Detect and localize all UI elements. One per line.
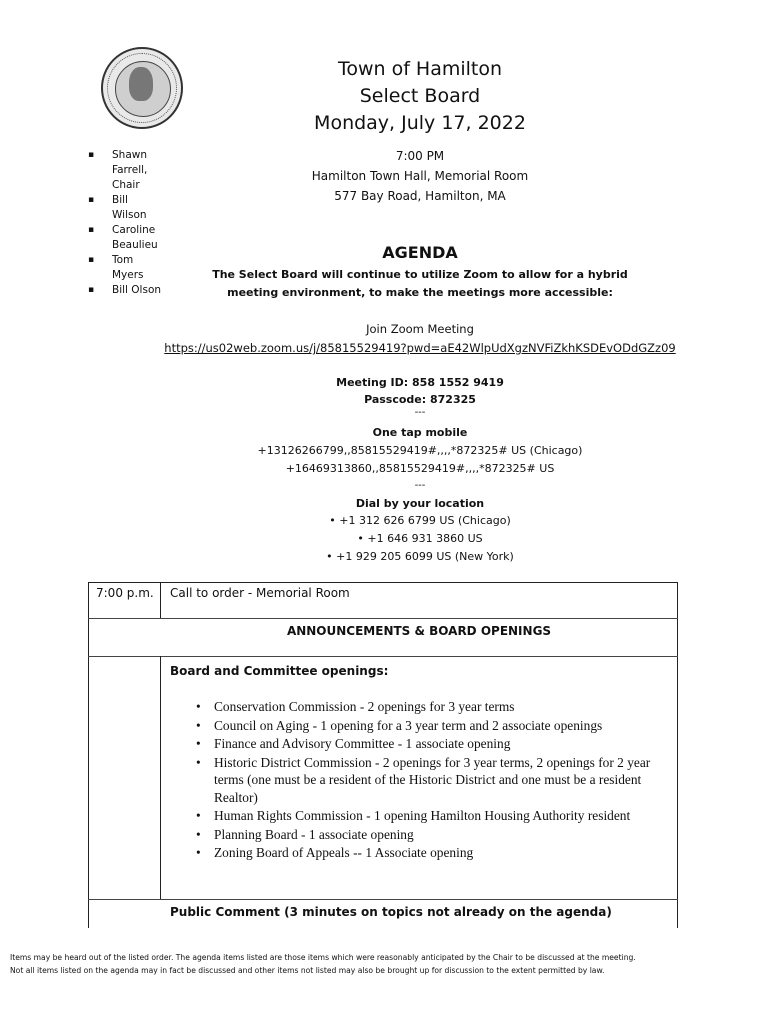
- meeting-id: Meeting ID: 858 1552 9419: [336, 376, 504, 389]
- board-member-list: [84, 148, 164, 298]
- table-divider: [88, 656, 678, 657]
- board-member: ▪ Shawn Farrell, Chair: [84, 148, 164, 193]
- title-board: Select Board: [359, 85, 481, 107]
- meeting-address: 577 Bay Road, Hamilton, MA: [334, 189, 506, 203]
- zoom-link[interactable]: https://us02web.zoom.us/j/85815529419?pwd=aE42WlpUdXgzNVFiZkhKSDEvODdGZz09: [164, 341, 676, 355]
- public-comment: Public Comment (3 minutes on topics not already on the agenda): [170, 905, 612, 919]
- footer-line: Not all items listed on the agenda may in fact be discussed and other items not listed may also be brought up for discussion to the extent permitted by law.: [10, 966, 605, 975]
- list-item: • Human Rights Commission - 1 opening Hamilton Housing Authority resident: [196, 807, 666, 825]
- agenda-time: 7:00 p.m.: [96, 586, 154, 600]
- one-tap-number: +13126266799,,85815529419#,,,,*872325# US (Chicago): [257, 444, 583, 457]
- table-column-divider: [160, 582, 161, 618]
- title-date: Monday, July 17, 2022: [314, 112, 526, 134]
- table-column-divider: [160, 656, 161, 899]
- meeting-location: Hamilton Town Hall, Memorial Room: [311, 169, 529, 183]
- footer-line: Items may be heard out of the listed order. The agenda items listed are those items which were reasonably anticipated by the Chair to be discussed at the meeting.: [10, 953, 636, 962]
- announcements-heading: ANNOUNCEMENTS & BOARD OPENINGS: [286, 624, 552, 638]
- call-to-order: Call to order - Memorial Room: [170, 586, 350, 600]
- meeting-credentials: [270, 374, 570, 408]
- board-member: ▪ Caroline Beaulieu: [84, 223, 164, 253]
- one-tap-numbers: [180, 442, 660, 478]
- agenda-heading: AGENDA: [382, 243, 458, 262]
- board-member: ▪ Tom Myers: [84, 253, 164, 283]
- passcode: Passcode: 872325: [364, 393, 476, 406]
- list-item: • Planning Board - 1 associate opening: [196, 826, 666, 844]
- board-member: ▪ Bill Olson: [84, 283, 164, 298]
- list-item: • Historic District Commission - 2 openings for 3 year terms, 2 openings for 2 year terms (one must be a resident of the Historic District and one must be a resident Realtor): [196, 754, 666, 807]
- meeting-info: [270, 146, 570, 206]
- board-member: ▪ Bill Wilson: [84, 193, 164, 223]
- dial-number: • +1 929 205 6099 US (New York): [326, 550, 514, 563]
- table-divider: [88, 618, 678, 619]
- separator: ---: [414, 407, 426, 418]
- dial-label: Dial by your location: [355, 497, 485, 510]
- table-divider: [88, 899, 678, 900]
- seal-portrait-icon: [129, 67, 153, 101]
- dial-number: • +1 646 931 3860 US: [357, 532, 483, 545]
- one-tap-label: One tap mobile: [372, 426, 468, 439]
- list-item: • Conservation Commission - 2 openings for 3 year terms: [196, 698, 666, 716]
- footer-note: [10, 951, 760, 977]
- dial-numbers: [180, 512, 660, 566]
- zoom-note: The Select Board will continue to utilize Zoom to allow for a hybrid meeting environment, to make the meetings more accessible:: [212, 268, 628, 299]
- separator: ---: [414, 480, 426, 491]
- document-title: [270, 56, 570, 137]
- dial-number: • +1 312 626 6799 US (Chicago): [329, 514, 511, 527]
- openings-heading: Board and Committee openings:: [170, 664, 389, 678]
- list-item: • Council on Aging - 1 opening for a 3 year term and 2 associate openings: [196, 717, 666, 735]
- title-town: Town of Hamilton: [337, 58, 503, 80]
- town-seal: [101, 47, 183, 129]
- list-item: • Zoning Board of Appeals -- 1 Associate opening: [196, 844, 666, 862]
- one-tap-number: +16469313860,,85815529419#,,,,*872325# US: [285, 462, 555, 475]
- meeting-time: 7:00 PM: [395, 149, 445, 163]
- openings-list: [196, 698, 666, 863]
- list-item: • Finance and Advisory Committee - 1 associate opening: [196, 735, 666, 753]
- join-zoom-label: Join Zoom Meeting: [366, 322, 474, 336]
